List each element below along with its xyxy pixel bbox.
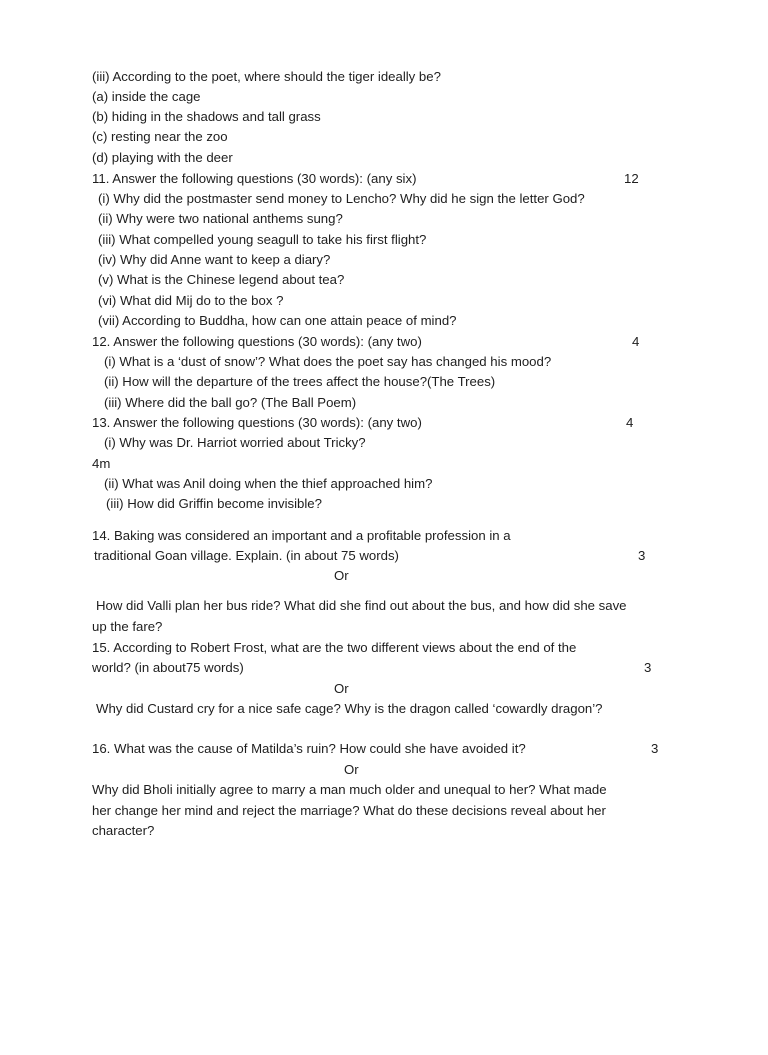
q14-alt-line-1: How did Valli plan her bus ride? What did she find out about the bus, and how did she save — [96, 598, 627, 613]
q16-or: Or — [344, 762, 359, 777]
q14-marks: 3 — [638, 548, 646, 563]
q16-marks: 3 — [651, 741, 659, 756]
q14-or: Or — [334, 568, 349, 583]
q10-option-a: (a) inside the cage — [92, 89, 201, 104]
q11-item-i: (i) Why did the postmaster send money to Lencho? Why did he sign the letter God? — [98, 191, 585, 206]
q16-alt-line-3: character? — [92, 823, 155, 838]
q15-marks: 3 — [644, 660, 652, 675]
q16-alt-line-1: Why did Bholi initially agree to marry a man much older and unequal to her? What made — [92, 782, 607, 797]
q15-alt-line-1: Why did Custard cry for a nice safe cage? Why is the dragon called ‘cowardly dragon’? — [96, 701, 603, 716]
q13-item-ii: (ii) What was Anil doing when the thief approached him? — [104, 476, 433, 491]
q11-item-iv: (iv) Why did Anne want to keep a diary? — [98, 252, 331, 267]
q15-line-2: world? (in about75 words) — [92, 660, 244, 675]
q12-item-ii: (ii) How will the departure of the trees affect the house?(The Trees) — [104, 374, 496, 389]
q14-line-1: 14. Baking was considered an important and a profitable profession in a — [92, 528, 511, 543]
q10-option-c: (c) resting near the zoo — [92, 129, 228, 144]
q12-heading: 12. Answer the following questions (30 words): (any two) — [92, 334, 422, 349]
q15-line-1: 15. According to Robert Frost, what are the two different views about the end of the — [92, 640, 577, 655]
q13-item-iii: (iii) How did Griffin become invisible? — [106, 496, 322, 511]
q11-item-vi: (vi) What did Mij do to the box ? — [98, 293, 284, 308]
q11-item-vii: (vii) According to Buddha, how can one attain peace of mind? — [98, 313, 457, 328]
q11-heading: 11. Answer the following questions (30 words): (any six) — [92, 171, 417, 186]
q10-option-d: (d) playing with the deer — [92, 150, 233, 165]
q12-item-i: (i) What is a ‘dust of snow’? What does the poet say has changed his mood? — [104, 354, 552, 369]
q13-item-i: (i) Why was Dr. Harriot worried about Tricky? — [104, 435, 366, 450]
q16-line-1: 16. What was the cause of Matilda’s ruin? How could she have avoided it? — [92, 741, 526, 756]
q14-line-2: traditional Goan village. Explain. (in about 75 words) — [94, 548, 399, 563]
q11-item-v: (v) What is the Chinese legend about tea? — [98, 272, 345, 287]
q13-stray-mark: 4m — [92, 456, 111, 471]
q10-sub-iii: (iii) According to the poet, where should the tiger ideally be? — [92, 69, 441, 84]
q11-marks: 12 — [624, 171, 639, 186]
q11-item-iii: (iii) What compelled young seagull to take his first flight? — [98, 232, 427, 247]
q11-item-ii: (ii) Why were two national anthems sung? — [98, 211, 343, 226]
q13-marks: 4 — [626, 415, 634, 430]
q14-alt-line-2: up the fare? — [92, 619, 163, 634]
q13-heading: 13. Answer the following questions (30 words): (any two) — [92, 415, 422, 430]
q16-alt-line-2: her change her mind and reject the marriage? What do these decisions reveal about her — [92, 803, 606, 818]
q12-marks: 4 — [632, 334, 640, 349]
q10-option-b: (b) hiding in the shadows and tall grass — [92, 109, 321, 124]
q15-or: Or — [334, 681, 349, 696]
q12-item-iii: (iii) Where did the ball go? (The Ball Poem) — [104, 395, 357, 410]
